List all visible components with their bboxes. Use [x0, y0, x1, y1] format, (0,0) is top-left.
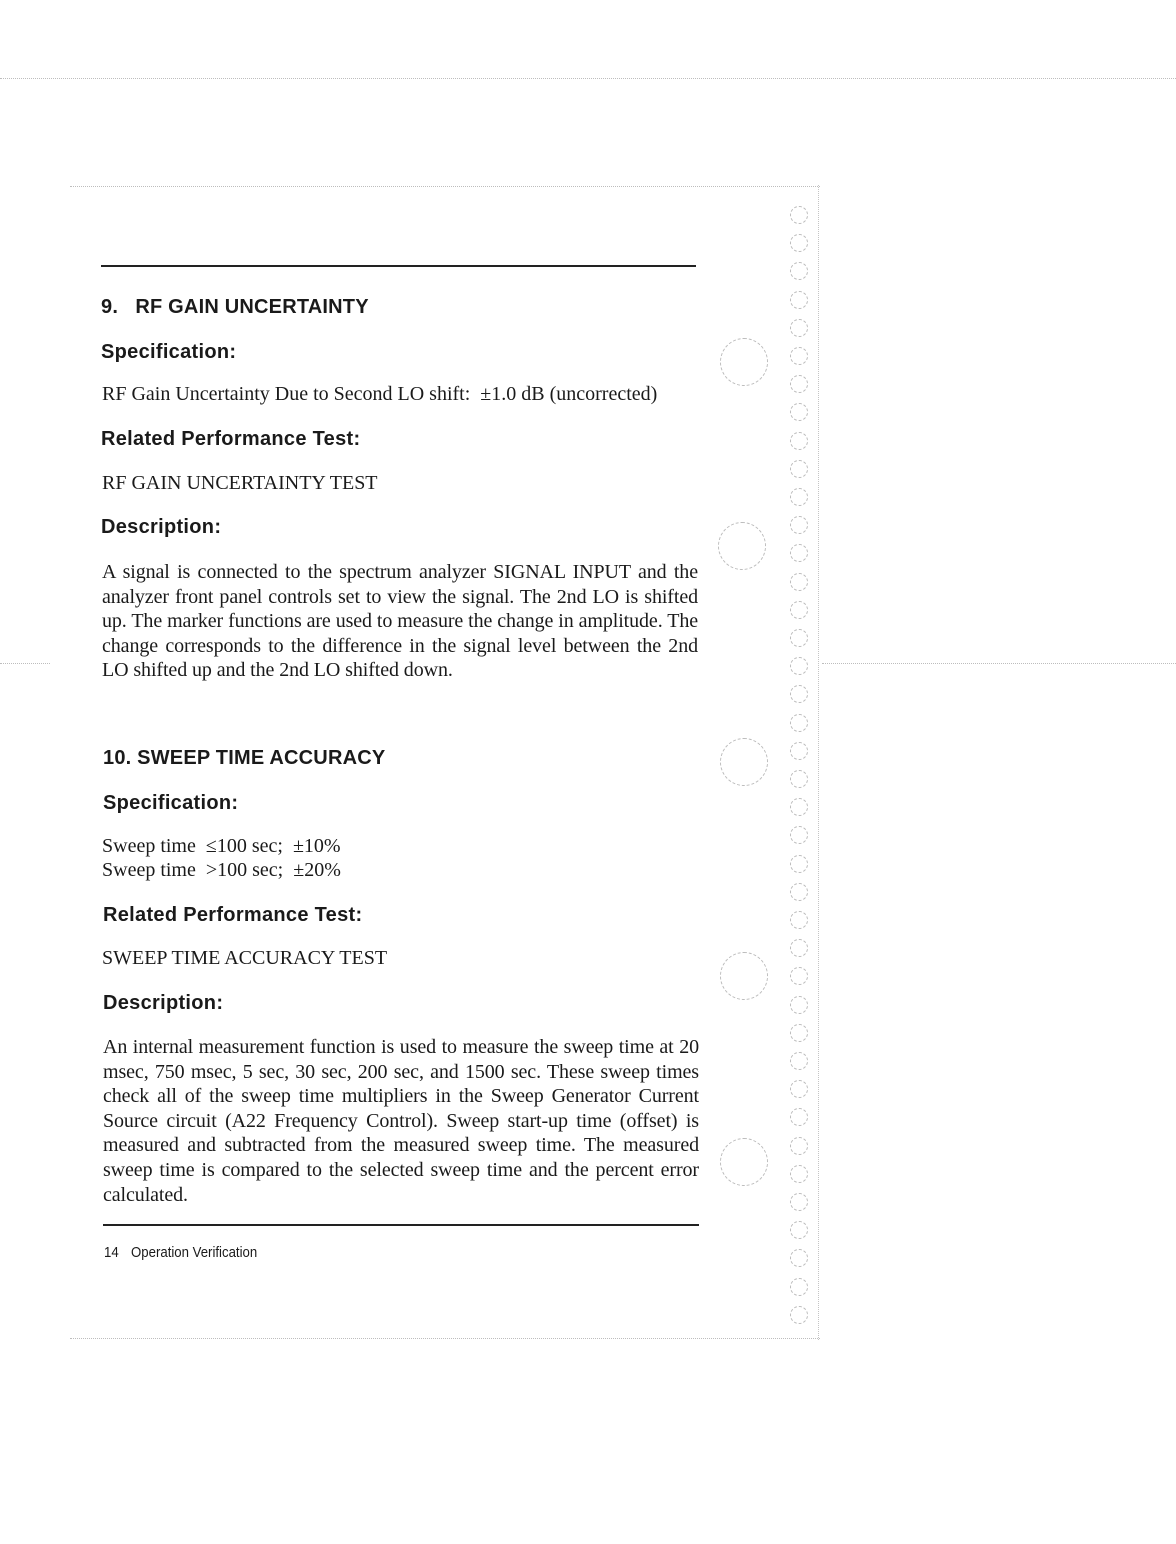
binder-hole [790, 1052, 808, 1070]
binder-hole [790, 319, 808, 337]
binder-hole [790, 375, 808, 393]
binder-hole [790, 291, 808, 309]
binder-hole [790, 1137, 808, 1155]
binder-hole [790, 206, 808, 224]
binder-hole [790, 262, 808, 280]
section-10-spec-heading: Specification: [103, 792, 239, 814]
binder-hole [790, 855, 808, 873]
binder-hole [790, 742, 808, 760]
binder-hole [790, 1221, 808, 1239]
section-10-desc-heading: Description: [103, 992, 224, 1014]
footer-section-name: Operation Verification [131, 1244, 258, 1261]
binder-hole [790, 573, 808, 591]
binder-hole [790, 432, 808, 450]
section-9-spec-heading: Specification: [101, 341, 237, 363]
binder-hole [790, 403, 808, 421]
binder-hole [790, 629, 808, 647]
section-10-spec-line-2: Sweep time >100 sec; ±20% [102, 859, 341, 881]
binder-hole [790, 1108, 808, 1126]
binder-hole [790, 996, 808, 1014]
section-10-title: 10. SWEEP TIME ACCURACY [103, 747, 386, 769]
section-10-desc-text: An internal measurement function is used to measure the sweep time at 20 msec, 750 msec, 5 sec, 30 sec, 200 sec, and 1500 sec. These sweep times check all of the sweep time multipliers in the Sweep Generator Current Source circuit (A22 Frequency Control). Sweep start-up time (offset) is measured and subtracted from the measured sweep time. The measured sweep time is compared to the selected sweep time and the percent error calculated. [103, 1036, 699, 1206]
binder-hole [790, 714, 808, 732]
crop-line-top [0, 78, 1176, 79]
page-footer [104, 1244, 270, 1261]
binder-hole [790, 460, 808, 478]
crop-line-left [0, 663, 50, 664]
section-9-spec-text: RF Gain Uncertainty Due to Second LO shift: ±1.0 dB (uncorrected) [102, 383, 658, 405]
page-number: 14 [104, 1244, 119, 1261]
punch-hole [718, 522, 766, 570]
binder-hole [790, 798, 808, 816]
section-9-desc-text: A signal is connected to the spectrum analyzer SIGNAL INPUT and the analyzer front panel controls set to view the signal. The 2nd LO is shifted up. The marker functions are used to measure the change in amplitude. The change corresponds to the difference in the signal level between the 2nd LO shifted up and the 2nd LO shifted down. [102, 561, 698, 682]
binder-hole [790, 488, 808, 506]
binder-hole [790, 1165, 808, 1183]
punch-hole [720, 738, 768, 786]
section-9-title: 9. RF GAIN UNCERTAINTY [101, 296, 369, 318]
binder-hole [790, 1080, 808, 1098]
section-9-related-text: RF GAIN UNCERTAINTY TEST [102, 472, 378, 494]
punch-hole [720, 952, 768, 1000]
section-9-related-heading: Related Performance Test: [101, 428, 361, 450]
binder-hole [790, 601, 808, 619]
binder-hole [790, 911, 808, 929]
binder-hole [790, 516, 808, 534]
binder-hole [790, 234, 808, 252]
binder-hole [790, 883, 808, 901]
binder-hole [790, 939, 808, 957]
section-10-related-text: SWEEP TIME ACCURACY TEST [102, 947, 388, 969]
binder-hole [790, 544, 808, 562]
binder-hole [790, 1278, 808, 1296]
bottom-rule [103, 1224, 699, 1226]
section-10-related-heading: Related Performance Test: [103, 904, 363, 926]
top-rule [101, 265, 696, 267]
section-9-desc-heading: Description: [101, 516, 222, 538]
crop-line-bottom [70, 1338, 820, 1339]
binder-hole [790, 1193, 808, 1211]
binder-hole [790, 826, 808, 844]
binder-hole [790, 770, 808, 788]
punch-hole [720, 338, 768, 386]
binder-hole [790, 967, 808, 985]
binder-hole [790, 1306, 808, 1324]
binder-hole [790, 1249, 808, 1267]
punch-hole [720, 1138, 768, 1186]
binder-hole [790, 657, 808, 675]
binder-hole [790, 347, 808, 365]
binder-hole [790, 1024, 808, 1042]
section-10-spec-line-1: Sweep time ≤100 sec; ±10% [102, 835, 341, 857]
binder-hole [790, 685, 808, 703]
binder-edge [818, 185, 819, 1340]
crop-line-right [822, 663, 1176, 664]
crop-line-upper [70, 186, 820, 187]
